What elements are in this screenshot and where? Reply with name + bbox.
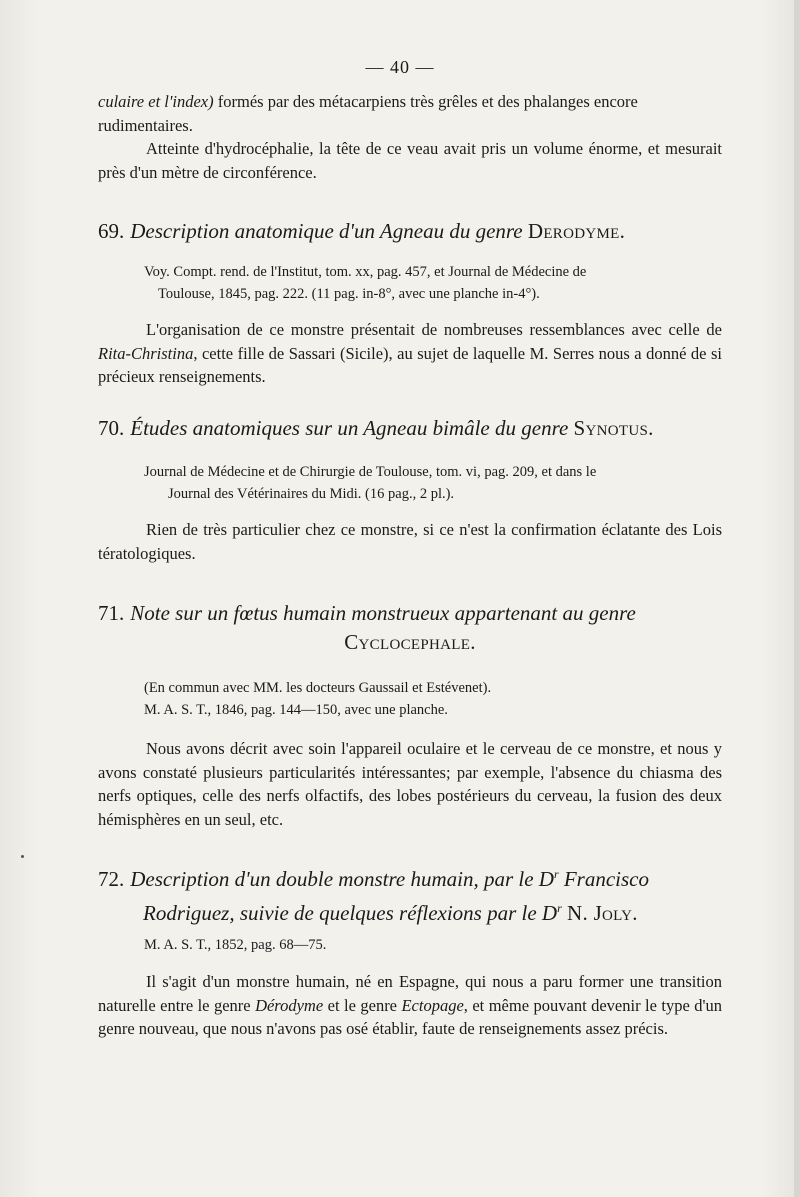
entry-72-title-line-1: Description d'un double monstre humain, par le D (130, 867, 554, 891)
entry-72-title-sup-1: r (553, 867, 559, 881)
intro-section (98, 90, 722, 184)
entry-71-genus: Cyclocephale (344, 630, 471, 654)
entry-72-body-italic-2: Ectopage (401, 995, 464, 1015)
entry-69-number: 69. (98, 219, 125, 243)
entry-72-heading-line-1 (98, 860, 722, 894)
entry-72-title-line-2: Rodriguez, suivie de quelques réflexions par le D (143, 901, 558, 925)
entry-72-body-italic-1: Dérodyme (255, 995, 324, 1015)
entry-72-title-line-1-end: Francisco (558, 867, 650, 891)
entry-69-title: Description anatomique d'un Agneau du genre (130, 219, 528, 243)
entry-71-body (98, 737, 722, 831)
entry-69-ref-line-1: Voy. Compt. rend. de l'Institut, tom. xx, pag. 457, et Journal de Médecine de (144, 264, 587, 280)
entry-69-body (98, 318, 722, 389)
entry-71-heading-line-2 (98, 628, 722, 657)
entry-70-genus: Synotus (573, 416, 649, 440)
entry-72-body (98, 970, 722, 1041)
entry-70-body (98, 518, 722, 565)
entry-69-body-before: L'organisation de ce monstre présentait de nombreuses ressemblances avec celle de (146, 320, 722, 339)
entry-69-genus: Derodyme (527, 219, 620, 243)
entry-72-body-3: , et même pouvant devenir le type d'un genre nouveau, que nous n'avons pas osé établir, faute de renseignements assez précis. (98, 995, 722, 1038)
intro-paragraph-2: Atteinte d'hydrocéphalie, la tête de ce veau avait pris un volume énorme, et mesurait près d'un mètre de circonférence. (98, 139, 722, 182)
entry-71-title: Note sur un fœtus humain monstrueux appartenant au genre (130, 601, 636, 625)
entry-70-paragraph: Rien de très particulier chez ce monstre, si ce n'est la confirmation éclatante des Lois tératologiques. (98, 520, 722, 563)
page-edge-shadow (794, 0, 800, 1197)
entry-69-heading (98, 217, 722, 246)
entry-69-title-end: . (619, 219, 626, 243)
entry-71-paragraph: Nous avons décrit avec soin l'appareil oculaire et le cerveau de ce monstre, et nous y avons constaté plusieurs particularités intéressantes; par exemple, l'absence du chiasma des nerfs optiques, celle des nerfs olfactifs, des lobes postérieurs du cerveau, la fusion des deux hémisphères en un seul, etc. (98, 739, 722, 829)
entry-72-heading-line-2 (98, 894, 722, 928)
entry-72 (98, 860, 722, 928)
entry-72-number: 72. (98, 867, 125, 891)
entry-70 (98, 414, 722, 443)
intro-italic: culaire et l'index) (98, 92, 214, 111)
entry-70-refs (98, 462, 722, 505)
margin-speck (21, 855, 24, 858)
entry-71-ref-line-2: M. A. S. T., 1846, pag. 144—150, avec une planche. (144, 701, 448, 718)
entry-71 (98, 599, 722, 657)
page-number: — 40 — (365, 57, 435, 77)
entry-70-number: 70. (98, 416, 125, 440)
entry-69-ref-line-2: Toulouse, 1845, pag. 222. (11 pag. in-8°, avec une planche in-4°). (158, 285, 540, 302)
entry-72-title-end: . (632, 901, 638, 925)
entry-72-body-1: Il s'agit d'un monstre humain, né en Espagne, qui nous a paru former une transition naturelle entre le genre (98, 972, 722, 1015)
entry-71-title-end: . (470, 630, 476, 654)
entry-71-number: 71. (98, 601, 125, 625)
intro-paragraph-1 (98, 90, 722, 137)
intro-line2: rudimentaires. (98, 115, 193, 135)
entry-70-title: Études anatomiques sur un Agneau bimâle du genre (130, 416, 574, 440)
entry-72-title-sup-2: r (557, 901, 562, 915)
entry-69-body-italic: Rita-Christina (98, 343, 194, 363)
intro-line1-rest: formés par des métacarpiens très grêles et des phalanges encore (213, 92, 638, 111)
entry-70-title-end: . (648, 416, 654, 440)
entry-71-refs (98, 678, 722, 721)
entry-69 (98, 217, 722, 246)
entry-72-paragraph (98, 970, 722, 1041)
entry-72-body-2: et le genre (323, 995, 402, 1015)
entry-72-refs (98, 935, 722, 957)
entry-72-author: N. Joly (567, 901, 633, 925)
entry-72-ref-line-1: M. A. S. T., 1852, pag. 68—75. (144, 937, 327, 953)
entry-69-body-after: , cette fille de Sassari (Sicile), au sujet de laquelle M. Serres nous a donné de si précieux renseignements. (98, 343, 722, 386)
entry-71-heading (98, 599, 722, 628)
entry-69-refs (98, 262, 722, 305)
entry-70-ref-line-2: Journal des Vétérinaires du Midi. (16 pag., 2 pl.). (168, 485, 455, 502)
entry-71-ref-line-1: (En commun avec MM. les docteurs Gaussail et Estévenet). (144, 680, 492, 696)
entry-70-ref-line-1: Journal de Médecine et de Chirurgie de Toulouse, tom. vi, pag. 209, et dans le (144, 464, 597, 480)
entry-70-heading (98, 414, 722, 443)
entry-69-paragraph (98, 318, 722, 389)
